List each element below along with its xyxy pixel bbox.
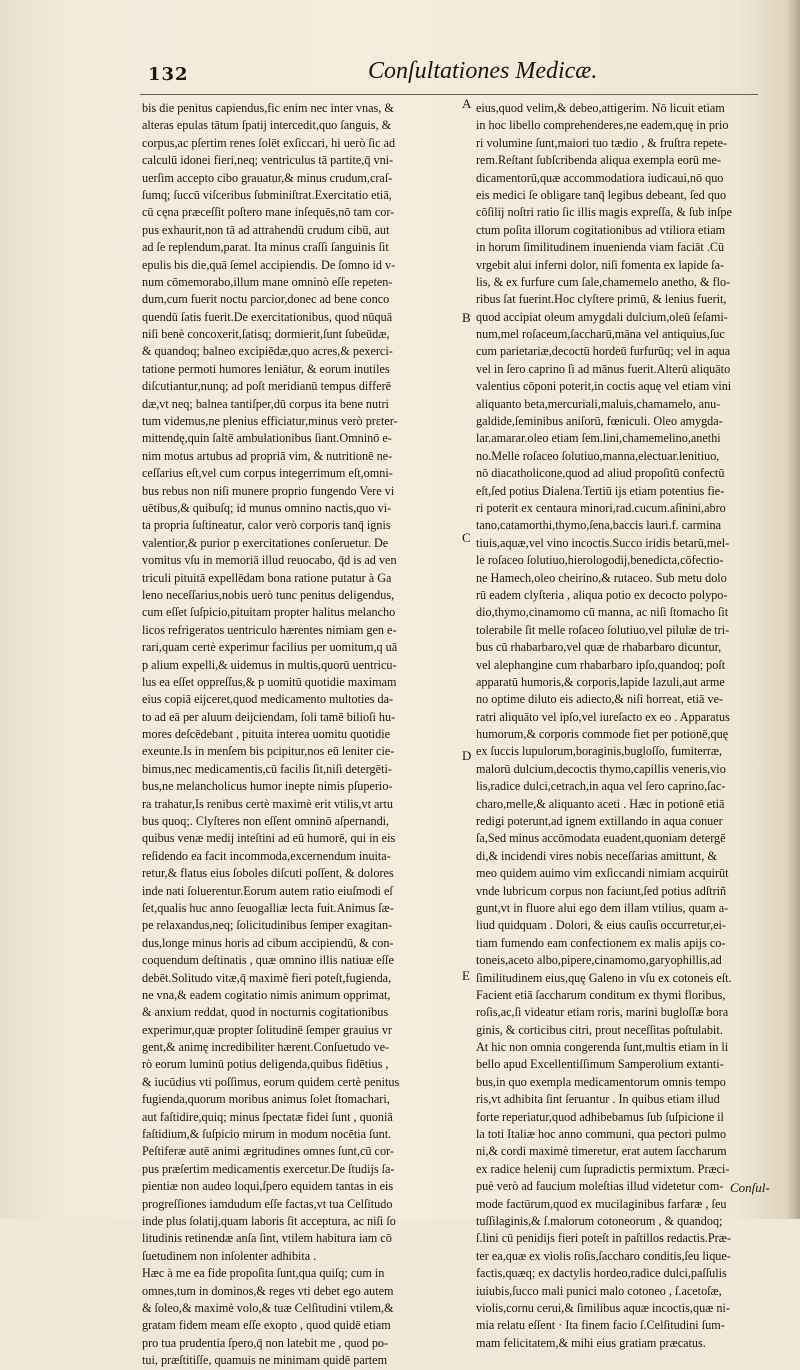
text-line: num cōmemorabo,illum mane omninò eſſe repeten- — [142, 274, 393, 289]
text-line: mode factūrum,quod ex mucilaginibus farfaræ , ſeu — [476, 1196, 727, 1211]
text-line: dum,cum fuerit noctu parcior,donec ad bene conco — [142, 292, 390, 307]
text-line: rū eadem clyſteria , aliqua potio ex decocto polypo- — [476, 587, 728, 602]
text-line: bis die penitus capiendus,fic enim nec inter vnas, & — [142, 101, 394, 115]
text-line: ri poterit ex centaura minori,rad.cucum.aſinini,abro — [476, 500, 726, 515]
text-line: pe relaxandus,neq; ſolicitudinibus ſemper exagitan- — [142, 918, 393, 933]
text-line: omnes,tum in dominos,& reges vti debet ego autem — [142, 1283, 394, 1298]
text-line: ſuetudinem non inſolenter adhibita . — [142, 1248, 317, 1263]
text-line: ris,vt adhibita ſint ſeruantur . In quibus etiam illud — [476, 1092, 720, 1107]
text-line: diſcutiantur,nunq; ad poſt meridianū tempus differē — [142, 379, 392, 394]
text-line: dicamentorū,quæ accommodatiora iudicaui,nō quo — [476, 170, 724, 185]
text-line: cōſilij noſtri ratio ſic illis magis expreſſa, & ſub inſpe — [476, 205, 732, 220]
text-line: ſ.lini cū penidijs fieri poteſt in paſtillos redactis.Præ- — [476, 1231, 731, 1246]
text-line: lis,radice dulci,cetrach,in aqua vel ſero caprino,ſac- — [476, 779, 726, 794]
text-line: bus,ne melancholicus humor inepte nimis pſuperio- — [142, 779, 393, 794]
margin-marker-a: A — [462, 96, 472, 111]
text-line: ri volumine ſunt,maiori tuo tædio , & fruſtra repete- — [476, 135, 728, 150]
text-line: vnde lubricum corpus non faciunt,ſed potius adſtriñ — [476, 883, 727, 898]
text-line: gratam fidem meam eſſe exopto , quod quidē etiam — [142, 1318, 391, 1333]
text-line: no optime diluto eis adiecto,& niſi horreat, etiā ve- — [476, 692, 724, 707]
text-line: ſa,Sed minus accōmodata euadent,quoniam detergē — [476, 831, 726, 846]
text-line: exeunte.Is in menſem bis pcipitur,nos eū leniter cie- — [142, 744, 395, 759]
text-line: ne Hamech,oleo cheirino,& rutaceo. Sub metu dolo — [476, 570, 727, 585]
text-line: mittendę,quin ſaltē ambulationibus ſiant.Omninō e- — [142, 431, 392, 446]
text-line: dæ,vt neq; balnea tantiſper,dū corpus ita bene nutri — [142, 396, 389, 411]
text-line: progreſſiones iamdudum eſſe factas,vt tua Celſitudo — [142, 1196, 393, 1211]
text-line: tiam fumendo eam confectionem ex malis apijs co- — [476, 935, 726, 950]
text-line: pro tua prudentia ſpero,q̄ non latebit me , quod po- — [142, 1335, 389, 1350]
text-line: & anxium reddat, quod in nocturnis cogitationibus — [142, 1005, 389, 1020]
right-text-column — [476, 100, 794, 1352]
text-line: quod accipiat oleum amygdali dulcium,oleū ſeſami- — [476, 309, 728, 324]
text-line: & ſoleo,& maximè volo,& tuæ Celſitudini vtilem,& — [142, 1300, 394, 1315]
text-line: bimus,nec medicamentis,cū facilis ſit,niſi detergēti- — [142, 761, 392, 776]
text-line: uētibus,& quibuſq; id munus omnino nactis,quo vi- — [142, 500, 392, 515]
text-line: ceſſarius eſt,vel cum corpus integerrimum eſt,omni- — [142, 466, 393, 481]
text-line: in hoc libello comprehenderes,ne eadem,quę in prio — [476, 118, 729, 133]
text-line: rò eorum luminū potius deligenda,quibus fidētius , — [142, 1057, 389, 1072]
margin-marker-d: D — [462, 748, 472, 763]
text-line: ra trahatur,Is renibus certè maximè erit vtilis,vt artu — [142, 796, 393, 811]
left-text-column — [142, 100, 460, 1370]
text-line: bus quoq;. Clyſteres non eſſent omninō aſpernandi, — [142, 814, 390, 829]
text-line: inde nati ſoluerentur.Eorum autem ratio eiuſmodi eſ — [142, 883, 393, 898]
text-line: ad ſe replendum,parat. Ita minus craſſi ſanguinis ſit — [142, 240, 389, 255]
text-line: tuſſilaginis,& ſ.malorum cotoneorum , & quandoq; — [476, 1214, 723, 1228]
text-line: ex ſuccis lupulorum,boraginis,bugloſſo, fumiterræ, — [476, 744, 723, 759]
text-line: nim motus artubus ad propriā vim, & nutritionē ne- — [142, 448, 393, 463]
text-line: galdide,ſeminibus aniſorū, fœniculi. Oleo amygda- — [476, 414, 723, 429]
text-line: eis medici ſe obligare tanq̄ legibus debeant, ſed quo — [476, 187, 727, 202]
text-line: triculi pituitā expellēdam bona ratione putatur à Ga — [142, 570, 392, 585]
text-line: tiuis,aquæ,vel vino incoctis.Succo iridis betarū,mel- — [476, 535, 730, 550]
text-line: Hæc à me ea fide propoſita ſunt,qua quiſq; cum in — [142, 1266, 385, 1281]
text-line: ginis, & corticibus citri, prout neceſſitas poſtulabit. — [476, 1022, 723, 1037]
text-line: num,mel roſaceum,ſaccharū,māna vel antiquius,ſuc — [476, 327, 725, 342]
text-line: retur,& flatus eius ſoboles diſcuti poſſent, & dolores — [142, 866, 394, 881]
text-line: vel in ſero caprino ſi ad mānus fuerit.Alterū aliquāto — [476, 361, 731, 376]
text-line: roſis,ac,ſi videatur etiam roris, marini bugloſſæ bora — [476, 1005, 729, 1020]
text-line: toneis,aceto albo,pipere,cinamomo,garyophillis,ad — [476, 953, 722, 968]
text-line: liud quidquam . Dolori, & eius cauſis occurretur,ei- — [476, 918, 726, 933]
text-line: At hic non omnia congerenda ſunt,multis etiam in li — [476, 1040, 729, 1055]
text-line: redigi poterunt,ad ignem extillando in aqua conuer — [476, 814, 723, 829]
text-line: licos refrigeratos uentriculo hærentes nimiam gen e- — [142, 622, 397, 637]
text-line: meo quidem auimo vim exſiccandi nimiam acquirūt — [476, 866, 729, 881]
text-line: forte reperiatur,quod adhibebamus ſub ſuſpicione il — [476, 1109, 724, 1124]
text-line: tano,catamorthi,thymo,ſena,baccis lauri.f. carmina — [476, 518, 722, 533]
text-line: quibus venæ medij inteſtini ad eū humorē, qui in eis — [142, 831, 396, 846]
text-line: dus,longe minus horis ad cibum accipiendū, & con- — [142, 935, 394, 950]
text-line: faſtidium,& ſuſpicio mirum in modum nocētia ſunt. — [142, 1127, 392, 1142]
text-line: bus rebus non niſi munere proprio fungendo Vere vi — [142, 483, 395, 498]
text-line: charo,melle,& aliquanto aceti . Hæc in potionē etiā — [476, 796, 725, 811]
text-line: inde plus ſolatij,quam laboris ſit acceptura, ac niſi ſo — [142, 1214, 396, 1228]
text-line: vrgebit alui inferni dolor, niſi fomenta ex lapide ſa- — [476, 257, 725, 272]
text-line: aliquanto beta,mercuriali,maluis,chamamelo, anu- — [476, 396, 721, 411]
text-line: vel alephangine cum rhabarbaro ipſo,quandoq; poſt — [476, 657, 726, 672]
text-line: cum eſſet ſuſpicio,pituitam propter halitus melancho — [142, 605, 396, 620]
text-line: lus ea eſſet oppreſſus,& p uomitū quotidie maximam — [142, 674, 397, 689]
text-line: pus exhaurit,non tā ad attrahendū crudum cibū, aut — [142, 222, 390, 237]
text-line: quendū ſatis fuerit.De exercitationibus, quod nūquā — [142, 309, 393, 324]
text-line: cum parietariæ,decoctū hordeū furfurūq; vel in aqua — [476, 344, 731, 359]
text-line: cū cęna præceſſit poſtero mane inſequēs,nō tam cor- — [142, 205, 395, 220]
text-line: tatione permoti humores leniātur, & eorum inutiles — [142, 361, 390, 376]
text-line: apparatū humoris,& corporis,lapide lazuli,aut arme — [476, 674, 725, 689]
text-line: coquendum deſtinatis , quæ omnino illis natiuæ eſſe — [142, 953, 394, 968]
text-line: ribus ſat fuerint.Hoc clyſtere primū, & lenius fuerit, — [476, 292, 727, 307]
text-line: uerſim accepto cibo grauatur,& minus crudum,craſ- — [142, 170, 393, 185]
text-line: violis,cornu cerui,& ſimilibus aquæ incoctis,quæ ni- — [476, 1300, 730, 1315]
text-line: tui, præſtitiſſe, quamuis ne minimam quidē partem — [142, 1353, 388, 1368]
text-line: in horum ſimilitudinem inuenienda viam faciāt .Cū — [476, 240, 725, 255]
text-line: ta propria ſuſtineatur, calor verò corporis tanq̄ ignis — [142, 518, 391, 533]
page-header — [148, 58, 748, 94]
text-line: mores deſcēdebant , pituita interea uomitu quotidie — [142, 727, 391, 742]
text-line: no.Melle roſaceo ſolutiuo,manna,electuar.lenitiuo, — [476, 448, 720, 463]
text-line: humorum,& corporis commode fiet per potionē,quę — [476, 727, 729, 742]
text-line: leno neceſſarius,nobis uerò tunc penitus deligendus, — [142, 587, 395, 602]
text-line: ratri aliquāto vel ipſo,vel iureſacto ex eo . Apparatus — [476, 709, 730, 724]
text-line: ter ea,quæ ex violis roſis,ſaccharo conditis,ſeu lique- — [476, 1248, 731, 1263]
text-line: litudinis retinendæ anſa ſint, vtilem habitura iam cō — [142, 1231, 392, 1246]
text-line: ex radice helenij cum ſupradictis permixtum. Præci- — [476, 1161, 730, 1176]
running-title: Conſultationes Medicæ. — [368, 58, 598, 84]
text-line: lar.amarar.oleo etiam ſem.lini,chamemelino,anethi — [476, 431, 721, 446]
page-number: 132 — [148, 64, 189, 85]
text-line: puè verò ad faucium moleſtias illud videtetur com- — [476, 1179, 724, 1194]
text-line: nō diacatholicone,quod ad aliud propoſitū confectū — [476, 466, 725, 481]
text-line: di,& incidendi vires nobis neceſſarias amittunt, & — [476, 848, 717, 863]
text-line: ne vna,& eadem cogitatio nimis animum opprimat, — [142, 987, 391, 1002]
header-rule — [140, 94, 758, 95]
text-line: gunt,vt in fluore alui ego dem illam vtilius, quam a- — [476, 900, 729, 915]
text-line: rari,quam certè experimur facilius per uomitum,q uā — [142, 640, 398, 655]
text-line: vomitus vſu in memoriā illud reuocabo, q̄d is ad ven — [142, 553, 397, 568]
margin-marker-b: B — [462, 310, 471, 325]
text-line: ctum poſita illorum cogitationibus ad vtiliora etiam — [476, 222, 726, 237]
text-line: p alium expelli,& uidemus in multis,quorū uentricu- — [142, 657, 397, 672]
text-line: experimur,quæ propter ſolitudinē ſemper grauius vr — [142, 1022, 392, 1037]
margin-marker-e: E — [462, 968, 470, 983]
text-line: ſet,qualis huc anno ſeuogalliæ lecta fuit.Animus ſæ- — [142, 900, 394, 915]
text-line: & quandoq; balneo excipiēdæ,quo acres,& pexerci- — [142, 344, 393, 359]
text-line: le roſaceo ſolutiuo,hierologodij,benedicta,cōfectio- — [476, 553, 724, 568]
text-line: rem.Reſtant ſubſcribenda aliqua exempla eorū me- — [476, 153, 722, 168]
text-line: bus,in quo exempla medicamentorum omnis tempo — [476, 1074, 726, 1089]
text-line: reſidendo ea facit incommoda,excernendum inuita- — [142, 848, 391, 863]
text-line: iuiubis,ſucco mali punici malo cotoneo , ſ.acetoſæ, — [476, 1283, 722, 1298]
text-line: factis,quæq; ex dactylis hordeo,radice dulci,paſſulis — [476, 1266, 727, 1281]
margin-marker-c: C — [462, 530, 471, 545]
text-line: epulis bis die,quā ſemel accipiendis. De ſomno id v- — [142, 257, 396, 272]
text-line: aut faſtidire,quiq; minus ſpectatæ fidei ſunt , quoniā — [142, 1109, 393, 1124]
text-line: valentius cōponi poterit,in coctis aquę vel etiam vini — [476, 379, 732, 394]
text-line: la toti Italiæ hoc anno communi, qua pectori pulmo — [476, 1127, 727, 1142]
text-line: tum videmus,ne plenius efficiatur,minus verò prεter- — [142, 414, 398, 429]
text-line: alteras epulas tātum ſpatij intercedit,quo ſanguis, & — [142, 118, 392, 133]
text-line: eius,quod velim,& debeo,attigerim. Nō licuit etiam — [476, 101, 725, 115]
text-line: & iucūdius vti poſſimus, eorum quidem certè penitus — [142, 1074, 400, 1089]
text-line: ni,& cordi maximè timeretur, erat autem ſaccharum — [476, 1144, 727, 1159]
text-line: eſt,ſed potius Dialena.Tertiū ijs etiam potentius fie- — [476, 483, 725, 498]
text-line: pientiæ non audeo loqui,ſpero equidem tantas in eis — [142, 1179, 394, 1194]
text-line: eius copiā eijceret,quod medicamento multoties da- — [142, 692, 394, 707]
text-line: Peſtiferæ autē animi ægritudines omnes ſunt,cū cor- — [142, 1144, 394, 1159]
text-line: ſumq; ſuccū viſceribus ſubminiſtrat.Exercitatio etiā, — [142, 187, 392, 202]
text-line: tolerabile ſit melle roſaceo ſolutiuo,vel pilulæ de tri- — [476, 622, 730, 637]
text-line: lis, & ex furfure cum ſale,chamemelo anetho, & flo- — [476, 274, 731, 289]
text-line: bello apud Excellentiſſimum Samperolium extanti- — [476, 1057, 724, 1072]
text-line: malorū dulcium,decoctis thymo,capillis veneris,vio — [476, 761, 726, 776]
text-line: valentior,& purior p exercitationes conſeruetur. De — [142, 535, 389, 550]
text-line: to ad eā per aluum deijciendam, ſoli tamē bilioſi hu- — [142, 709, 396, 724]
catchword: Conſul- — [730, 1180, 770, 1195]
text-line: dio,thymo,cinamomo cū manna, ac niſi ſtomacho ſit — [476, 605, 729, 620]
text-line: debēt.Solitudo vitæ,q̄ maximè fieri poteſt,fugienda, — [142, 970, 392, 985]
text-line: ſimilitudinem eius,quę Galeno in vſu ex cotoneis eſt. — [476, 970, 732, 985]
text-line: calculū idonei fieri,neq; ventriculus tā partite,q̄ vni- — [142, 153, 394, 168]
text-line: corpus,ac pſertim renes ſolēt exſiccari, hi uerò ſic ad — [142, 135, 396, 150]
text-line: Facient etiā ſaccharum conditum ex thymi floribus, — [476, 987, 726, 1002]
text-line: mam felicitatem,& mihi eius gratiam præcatus. — [476, 1335, 706, 1350]
text-line: fugienda,quorum moribus animus ſolet ſtomachari, — [142, 1092, 390, 1107]
text-line: pus præſertim medicamentis exercetur.De ſtudijs ſa- — [142, 1161, 395, 1176]
text-line: mia relatu eſſent · Ita finem facio ſ.Celſitudini ſum- — [476, 1318, 725, 1333]
text-line: bus cū rhabarbaro,vel quæ de rhabarbaro dicuntur, — [476, 640, 722, 655]
text-line: niſi benè concoxerit,ſatisq; dormierit,ſunt ſubeūdæ, — [142, 327, 390, 342]
text-line: gent,& animę incredibiliter hærent.Conſuetudo ve- — [142, 1040, 390, 1055]
